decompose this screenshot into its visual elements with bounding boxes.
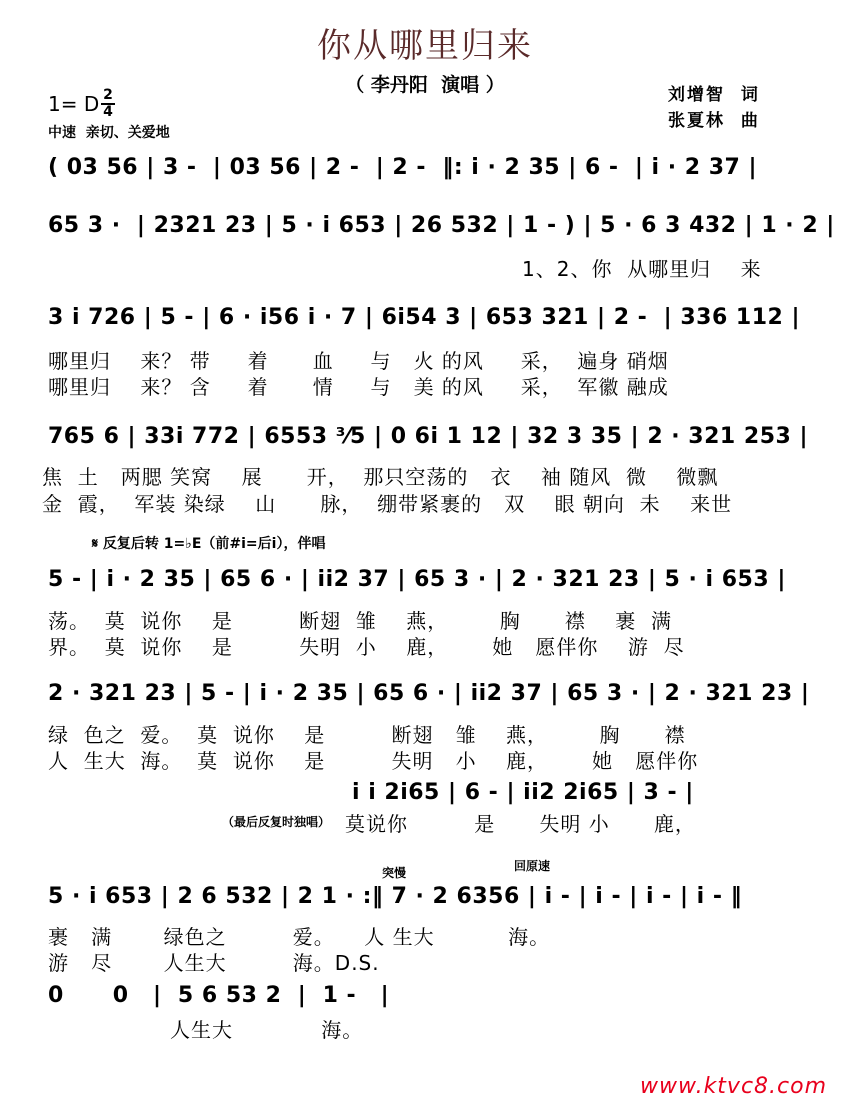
lyric-line-7: 莫说你 是 失明 小 鹿， (345, 812, 696, 836)
repeat-instruction: 𝄋 反复后转 1=♭E（前#i=后i），伴唱 (92, 536, 326, 552)
song-title: 你从哪里归来 (317, 26, 533, 66)
score-line-6: 2 · 321 23 | 5 - | i · 2 35 | 65 6 · | ii2 37 | 65 3 · | 2 · 321 23 | (48, 681, 810, 706)
composer-credit: 张夏林 曲 (668, 111, 760, 131)
site-watermark: www.ktvc8.com (640, 1074, 828, 1099)
score-line-1: ( 03 56 | 3 - | 03 56 | 2 - | 2 - ‖: i · 2 35 | 6 - | i · 2 37 | (48, 155, 758, 180)
lyric-line-4-verse-1: 焦 土 两腮 笑窝 展 开， 那只空荡的 衣 袖 随风 微 微飘 (42, 465, 719, 489)
lyric-line-6-verse-1: 绿 色之 爱。 莫 说你 是 断翅 雏 燕， 胸 襟 (48, 723, 686, 747)
singer-credit: （ 李丹阳 演唱 ） (345, 74, 505, 96)
score-line-7: i i 2i65 | 6 - | ii2 2i65 | 3 - | (352, 780, 694, 805)
lyric-line-2: 1、2、你 从哪里归 来 (522, 257, 762, 281)
score-line-8: 5 · i 653 | 2 6 532 | 2 1 · :‖ 7 · 2 6356 | i - | i - | i - | i - ‖ (48, 884, 743, 909)
lyric-line-8-verse-1: 裹 满 绿色之 爱。 人 生大 海。 (48, 925, 551, 949)
key-signature: 1= D (48, 92, 100, 116)
time-signature-top: 2 (103, 87, 113, 103)
time-signature-bottom: 4 (103, 104, 113, 120)
tempo-marking: 中速 亲切、关爱地 (48, 125, 170, 141)
sudden-slow-marking: 突慢 (382, 866, 407, 880)
lyric-line-5-verse-1: 荡。 莫 说你 是 断翅 雏 燕， 胸 襟 裹 满 (48, 609, 673, 633)
solo-instruction: （最后反复时独唱） (222, 815, 331, 829)
lyric-line-5-verse-2: 界。 莫 说你 是 失明 小 鹿， 她 愿伴你 游 尽 (48, 635, 685, 659)
a-tempo-marking: 回原速 (514, 859, 551, 873)
lyric-line-3-verse-2: 哪里归 来？ 含 着 情 与 美 的风 采， 军徽 融成 (48, 375, 669, 399)
lyric-line-8-verse-2: 游 尽 人生大 海。D.S. (48, 951, 380, 975)
score-line-4: 765 6 | 33i 772 | 6553 ³⁄5 | 0 6i 1 12 | 32 3 35 | 2 · 321 253 | (48, 424, 808, 449)
score-line-2: 65 3 · | 2321 23 | 5 · i 653 | 26 532 | 1 - ) | 5 · 6 3 432 | 1 · 2 | (48, 213, 835, 238)
lyric-line-6-verse-2: 人 生大 海。 莫 说你 是 失明 小 鹿， 她 愿伴你 (48, 749, 699, 773)
lyric-line-3-verse-1: 哪里归 来？ 带 着 血 与 火 的风 采， 遍身 硝烟 (48, 349, 669, 373)
lyricist-credit: 刘增智 词 (668, 85, 760, 105)
score-line-9: 0 0 | 5 6 53 2 | 1 - | (48, 983, 390, 1008)
score-line-5: 5 - | i · 2 35 | 65 6 · | ii2 37 | 65 3 · | 2 · 321 23 | 5 · i 653 | (48, 567, 786, 592)
lyric-line-9: 人生大 海。 (170, 1018, 364, 1042)
score-line-3: 3 i 726 | 5 - | 6 · i56 i · 7 | 6i54 3 | 653 321 | 2 - | 336 112 | (48, 305, 801, 330)
lyric-line-4-verse-2: 金 霞， 军装 染绿 山 脉， 绷带紧裹的 双 眼 朝向 未 来世 (42, 492, 733, 516)
